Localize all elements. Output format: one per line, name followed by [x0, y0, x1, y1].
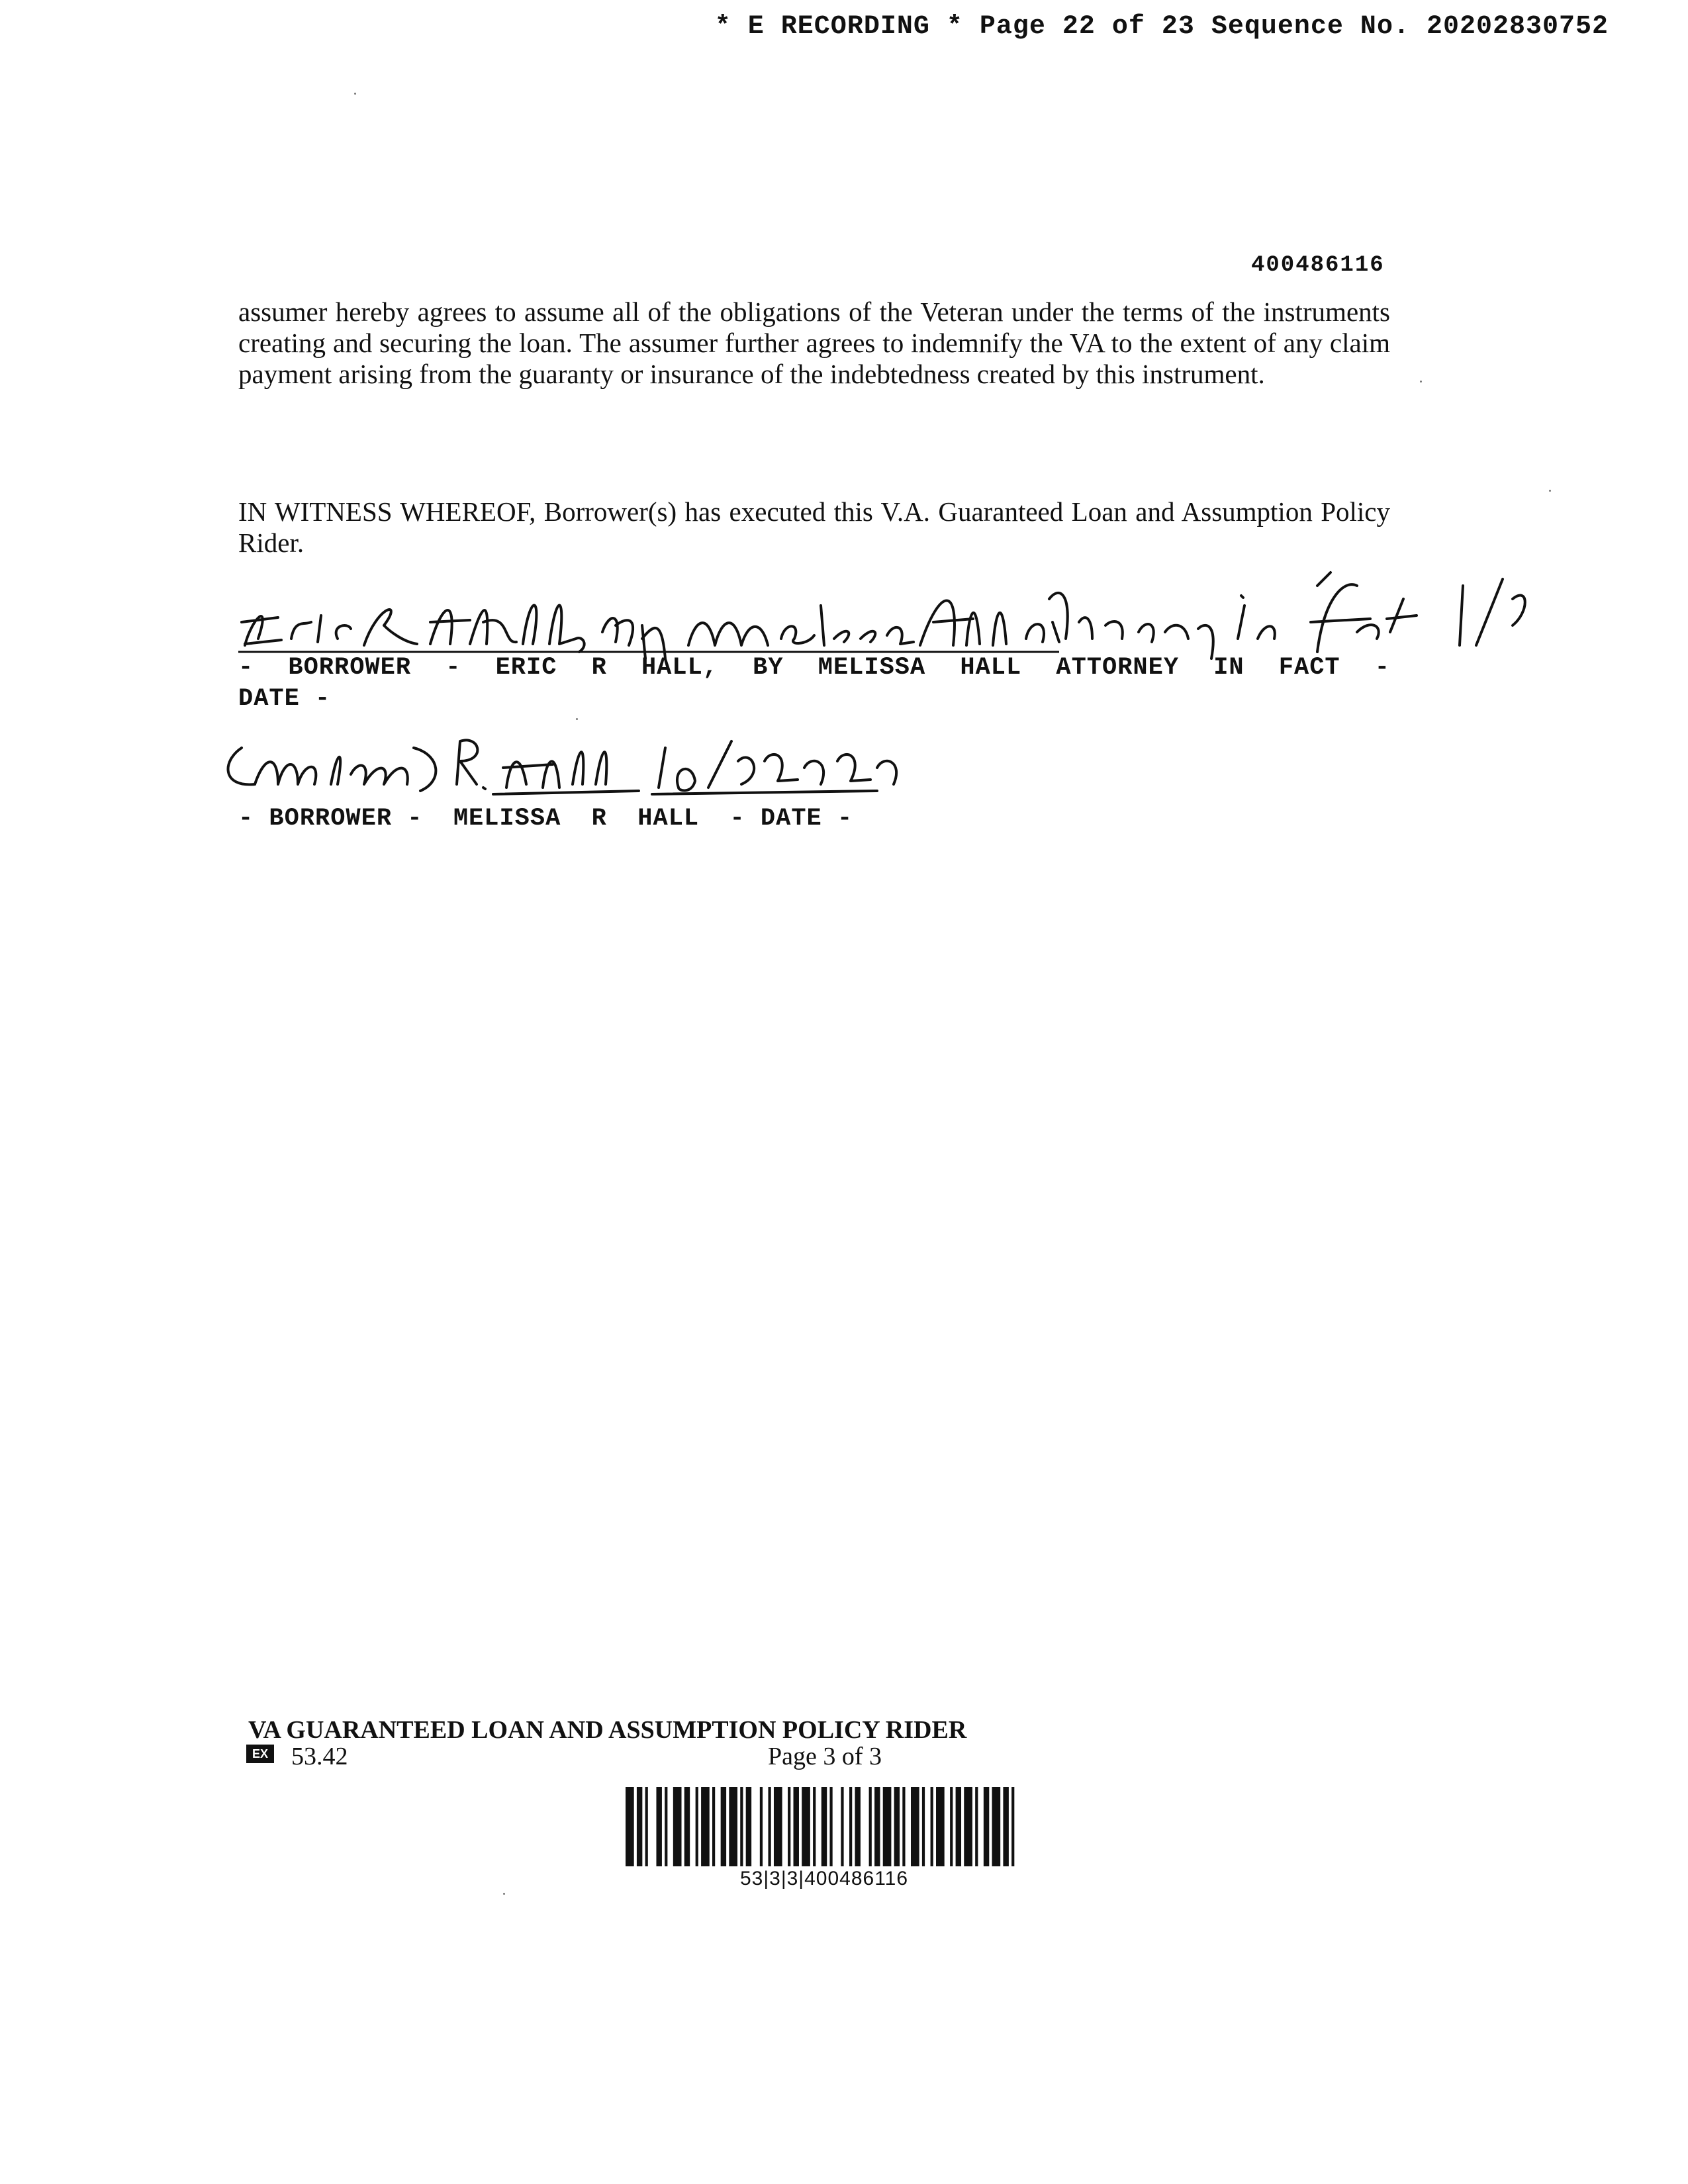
barcode-bar — [684, 1787, 690, 1866]
barcode-bar — [665, 1787, 667, 1866]
barcode-bar — [964, 1787, 972, 1866]
signature-eric-hall — [232, 559, 1529, 665]
barcode-bar — [696, 1787, 698, 1866]
barcode-bar — [1003, 1787, 1008, 1866]
barcode-bar — [829, 1787, 832, 1866]
barcode-bar — [794, 1787, 799, 1866]
barcode-bar — [936, 1787, 945, 1866]
signature-2-caption: - BORROWER - MELISSA R HALL - DATE - — [238, 805, 853, 833]
barcode-bar — [874, 1787, 880, 1866]
barcode-bar — [740, 1787, 743, 1866]
barcode-bar — [673, 1787, 682, 1866]
barcode-bar — [802, 1787, 810, 1866]
footer-title: VA GUARANTEED LOAN AND ASSUMPTION POLICY RIDER — [248, 1716, 967, 1744]
barcode-bar — [774, 1787, 782, 1866]
barcode-bar — [950, 1787, 953, 1866]
barcode-bar — [626, 1787, 634, 1866]
signature-1-caption-line-1: - BORROWER - ERIC R HALL, BY MELISSA HALL ATTORNEY IN FACT - — [238, 654, 1390, 682]
barcode-bar — [992, 1787, 1001, 1866]
barcode-bar — [712, 1787, 715, 1866]
barcode-bar — [841, 1787, 843, 1866]
barcode-bar — [869, 1787, 872, 1866]
signature-1-caption-line-2: DATE - — [238, 685, 331, 713]
barcode-bar — [637, 1787, 642, 1866]
recording-header: * E RECORDING * Page 22 of 23 Sequence No. 20202830752 — [714, 12, 1609, 42]
barcode-bar — [911, 1787, 919, 1866]
form-logo-icon: EX — [246, 1745, 274, 1763]
barcode-bar — [883, 1787, 892, 1866]
barcode-bar — [984, 1787, 989, 1866]
barcode-bar — [788, 1787, 790, 1866]
barcode-bar — [746, 1787, 751, 1866]
scan-speck — [503, 1893, 505, 1895]
barcode-bar — [768, 1787, 771, 1866]
barcode-bar — [956, 1787, 961, 1866]
loan-number: 400486116 — [1251, 253, 1385, 278]
barcode-bar — [931, 1787, 933, 1866]
barcode-bar — [701, 1787, 710, 1866]
form-number: 53.42 — [291, 1743, 348, 1770]
barcode-bar — [721, 1787, 726, 1866]
barcode-bar — [1011, 1787, 1014, 1866]
barcode-bar — [760, 1787, 763, 1866]
barcode-bar — [902, 1787, 905, 1866]
barcode-bar — [645, 1787, 648, 1866]
barcode-bar — [656, 1787, 661, 1866]
page-number: Page 3 of 3 — [768, 1743, 882, 1770]
signature-melissa-hall — [215, 721, 917, 801]
barcode-bar — [849, 1787, 852, 1866]
barcode-bar — [855, 1787, 860, 1866]
witness-paragraph: IN WITNESS WHEREOF, Borrower(s) has executed this V.A. Guaranteed Loan and Assumption Policy Rider. — [238, 496, 1390, 558]
scan-speck — [1420, 381, 1422, 383]
barcode — [626, 1787, 1023, 1866]
barcode-bar — [821, 1787, 827, 1866]
scan-speck — [576, 718, 578, 720]
barcode-bar — [813, 1787, 816, 1866]
barcode-bar — [922, 1787, 925, 1866]
barcode-bar — [975, 1787, 978, 1866]
barcode-bar — [729, 1787, 737, 1866]
scan-speck — [1549, 490, 1551, 492]
barcode-text: 53|3|3|400486116 — [739, 1868, 909, 1889]
assumption-paragraph: assumer hereby agrees to assume all of the obligations of the Veteran under the terms of the instruments creating and securing the loan. The assumer further agrees to indemnify the VA to the extent of any claim payment arising from the guaranty or insurance of the indebtedness created by this instrument. — [238, 296, 1390, 389]
barcode-bar — [894, 1787, 900, 1866]
scan-speck — [354, 93, 356, 95]
